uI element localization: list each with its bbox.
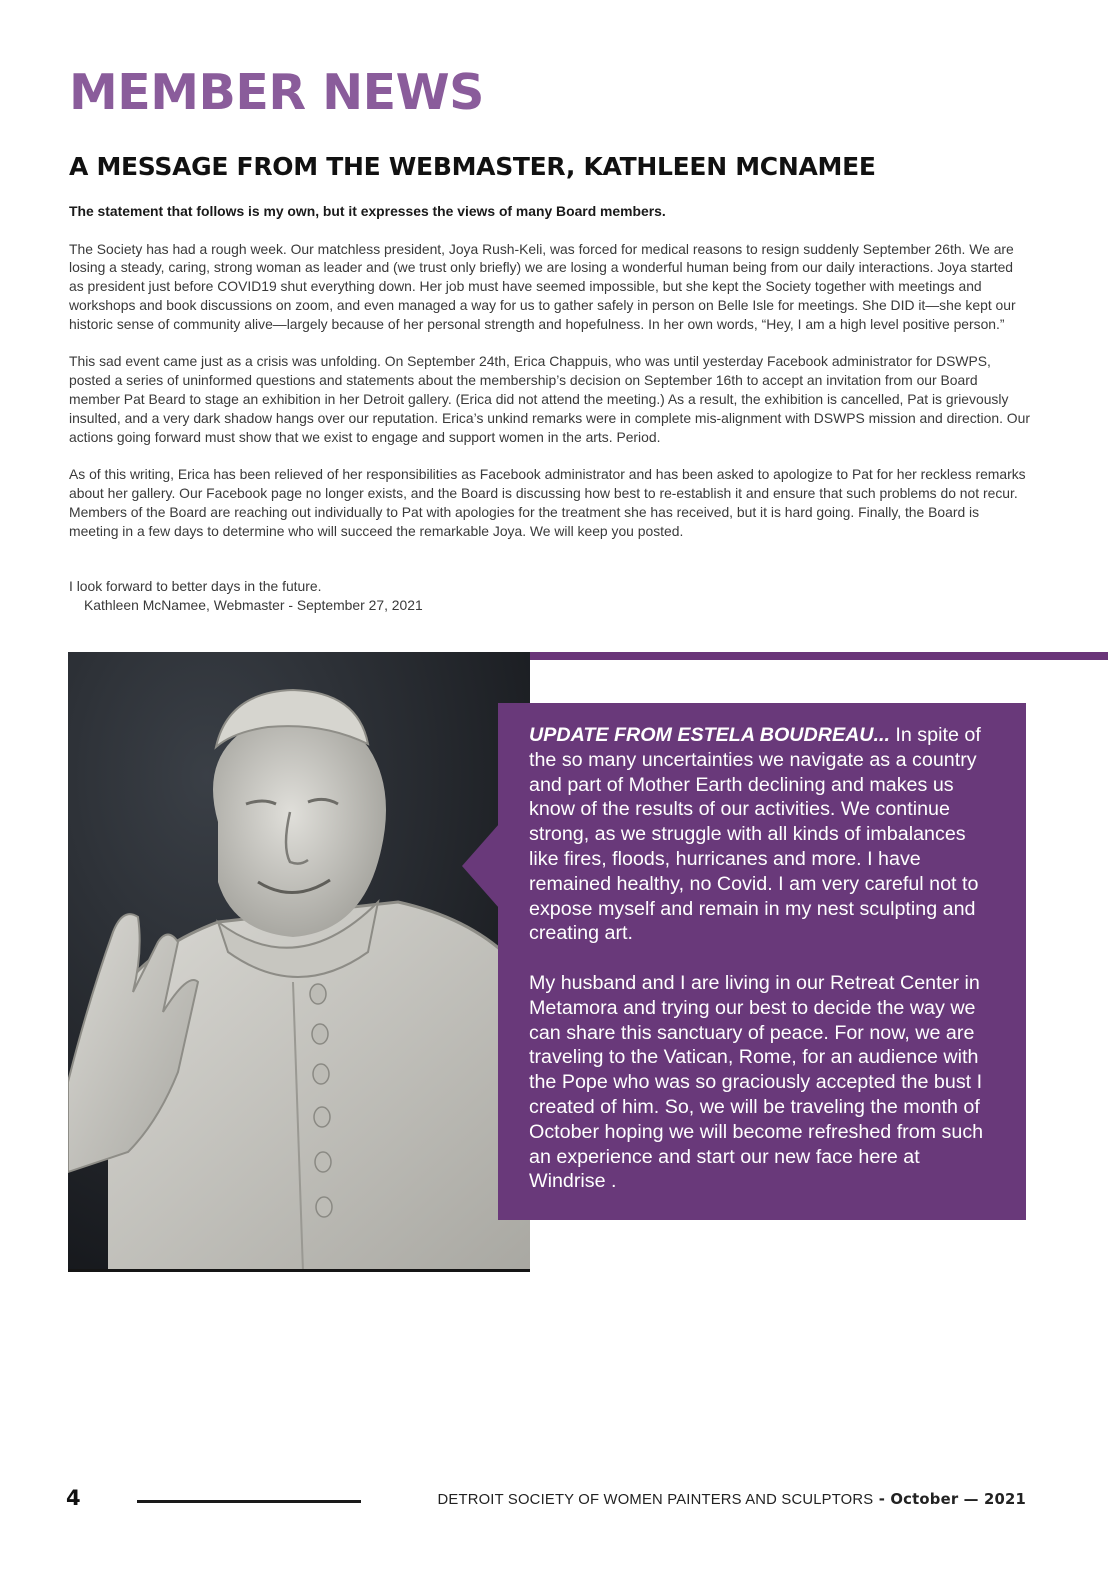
section-title: MEMBER NEWS	[69, 64, 484, 121]
bust-illustration	[68, 652, 530, 1272]
article-paragraph: This sad event came just as a crisis was unfolding. On September 24th, Erica Chappuis, who was until yesterday Facebook administrator for DSWPS, posted a series of uninformed questions and statements about the membership’s decision on September 16th to accept an invitation from our Board member Pat Beard to stage an exhibition in her Detroit gallery. (Erica did not attend the meeting.) As a result, the exhibition is cancelled, Pat is grievously insulted, and a very dark shadow hangs over our reputation. Erica’s unkind remarks were in complete mis-alignment with DSWPS mission and direction. Our actions going forward must show that we exist to engage and support women in the arts. Period.	[69, 353, 1030, 445]
callout-paragraph-2: My husband and I are living in our Retreat Center in Metamora and trying our best to decide the way we can share this sanctuary of peace. For now, we are traveling to the Vatican, Rome, for an audience with the Pope who was so graciously accepted the bust I created of him. So, we will be traveling the month of October hoping we will become refreshed from such an experience and start our new face here at Windrise .	[529, 971, 984, 1193]
footer-issue-date: - October — 2021	[873, 1491, 1026, 1508]
callout-paragraph-1	[529, 723, 1000, 946]
estela-update-callout	[498, 703, 1026, 1220]
article-paragraph: As of this writing, Erica has been relieved of her responsibilities as Facebook administrator and has been asked to apologize to Pat for her reckless remarks about her gallery. Our Facebook page no longer exists, and the Board is discussing how best to re-establish it and ensure that such problems do not recur. Members of the Board are reaching out individually to Pat with apologies for the treatment she has received, but it is hard going. Finally, the Board is meeting in a few days to determine who will succeed the remarkable Joya. We will keep you posted.	[69, 466, 1026, 539]
article-signature: Kathleen McNamee, Webmaster - September 27, 2021	[84, 597, 423, 614]
callout-pointer	[462, 824, 499, 908]
footer-rule	[137, 1500, 361, 1503]
article-lead: The statement that follows is my own, but it expresses the views of many Board members.	[69, 203, 666, 219]
article-heading: A MESSAGE FROM THE WEBMASTER, KATHLEEN MCNAMEE	[69, 152, 876, 181]
sculpture-bust-photo	[68, 652, 530, 1272]
footer-organization: DETROIT SOCIETY OF WOMEN PAINTERS AND SCULPTORS	[437, 1492, 874, 1508]
footer-publication	[438, 1491, 1026, 1508]
page-number: 4	[66, 1486, 81, 1510]
article-closing: I look forward to better days in the future.	[69, 578, 322, 595]
callout-text: In spite of the so many uncertainties we navigate as a country and part of Mother Earth declining and makes us know of the results of our activities. We continue strong, as we struggle with all kinds of imbalances like fires, floods, hurricanes and more. I have remained healthy, no Covid. I am very careful not to expose myself and remain in my nest sculpting and creating art.	[529, 724, 981, 945]
purple-divider	[528, 652, 1108, 660]
webmaster-message	[69, 202, 1031, 615]
article-paragraph: The Society has had a rough week. Our matchless president, Joya Rush-Keli, was forced for medical reasons to resign suddenly September 26th. We are losing a steady, caring, strong woman as leader and (we trust only briefly) we are losing a wonderful human being from our daily interactions. Joya started as president just before COVID19 shut everything down. Her job must have seemed impossible, but she kept the Society together with meetings and workshops and book discussions on zoom, and even managed a way for us to gather safely in person on Belle Isle for meetings. She DID it—she kept our historic sense of community alive—largely because of her personal strength and hopefulness. In her own words, “Hey, I am a high level positive person.”	[69, 240, 1016, 332]
callout-title: UPDATE FROM ESTELA BOUDREAU...	[529, 724, 890, 746]
